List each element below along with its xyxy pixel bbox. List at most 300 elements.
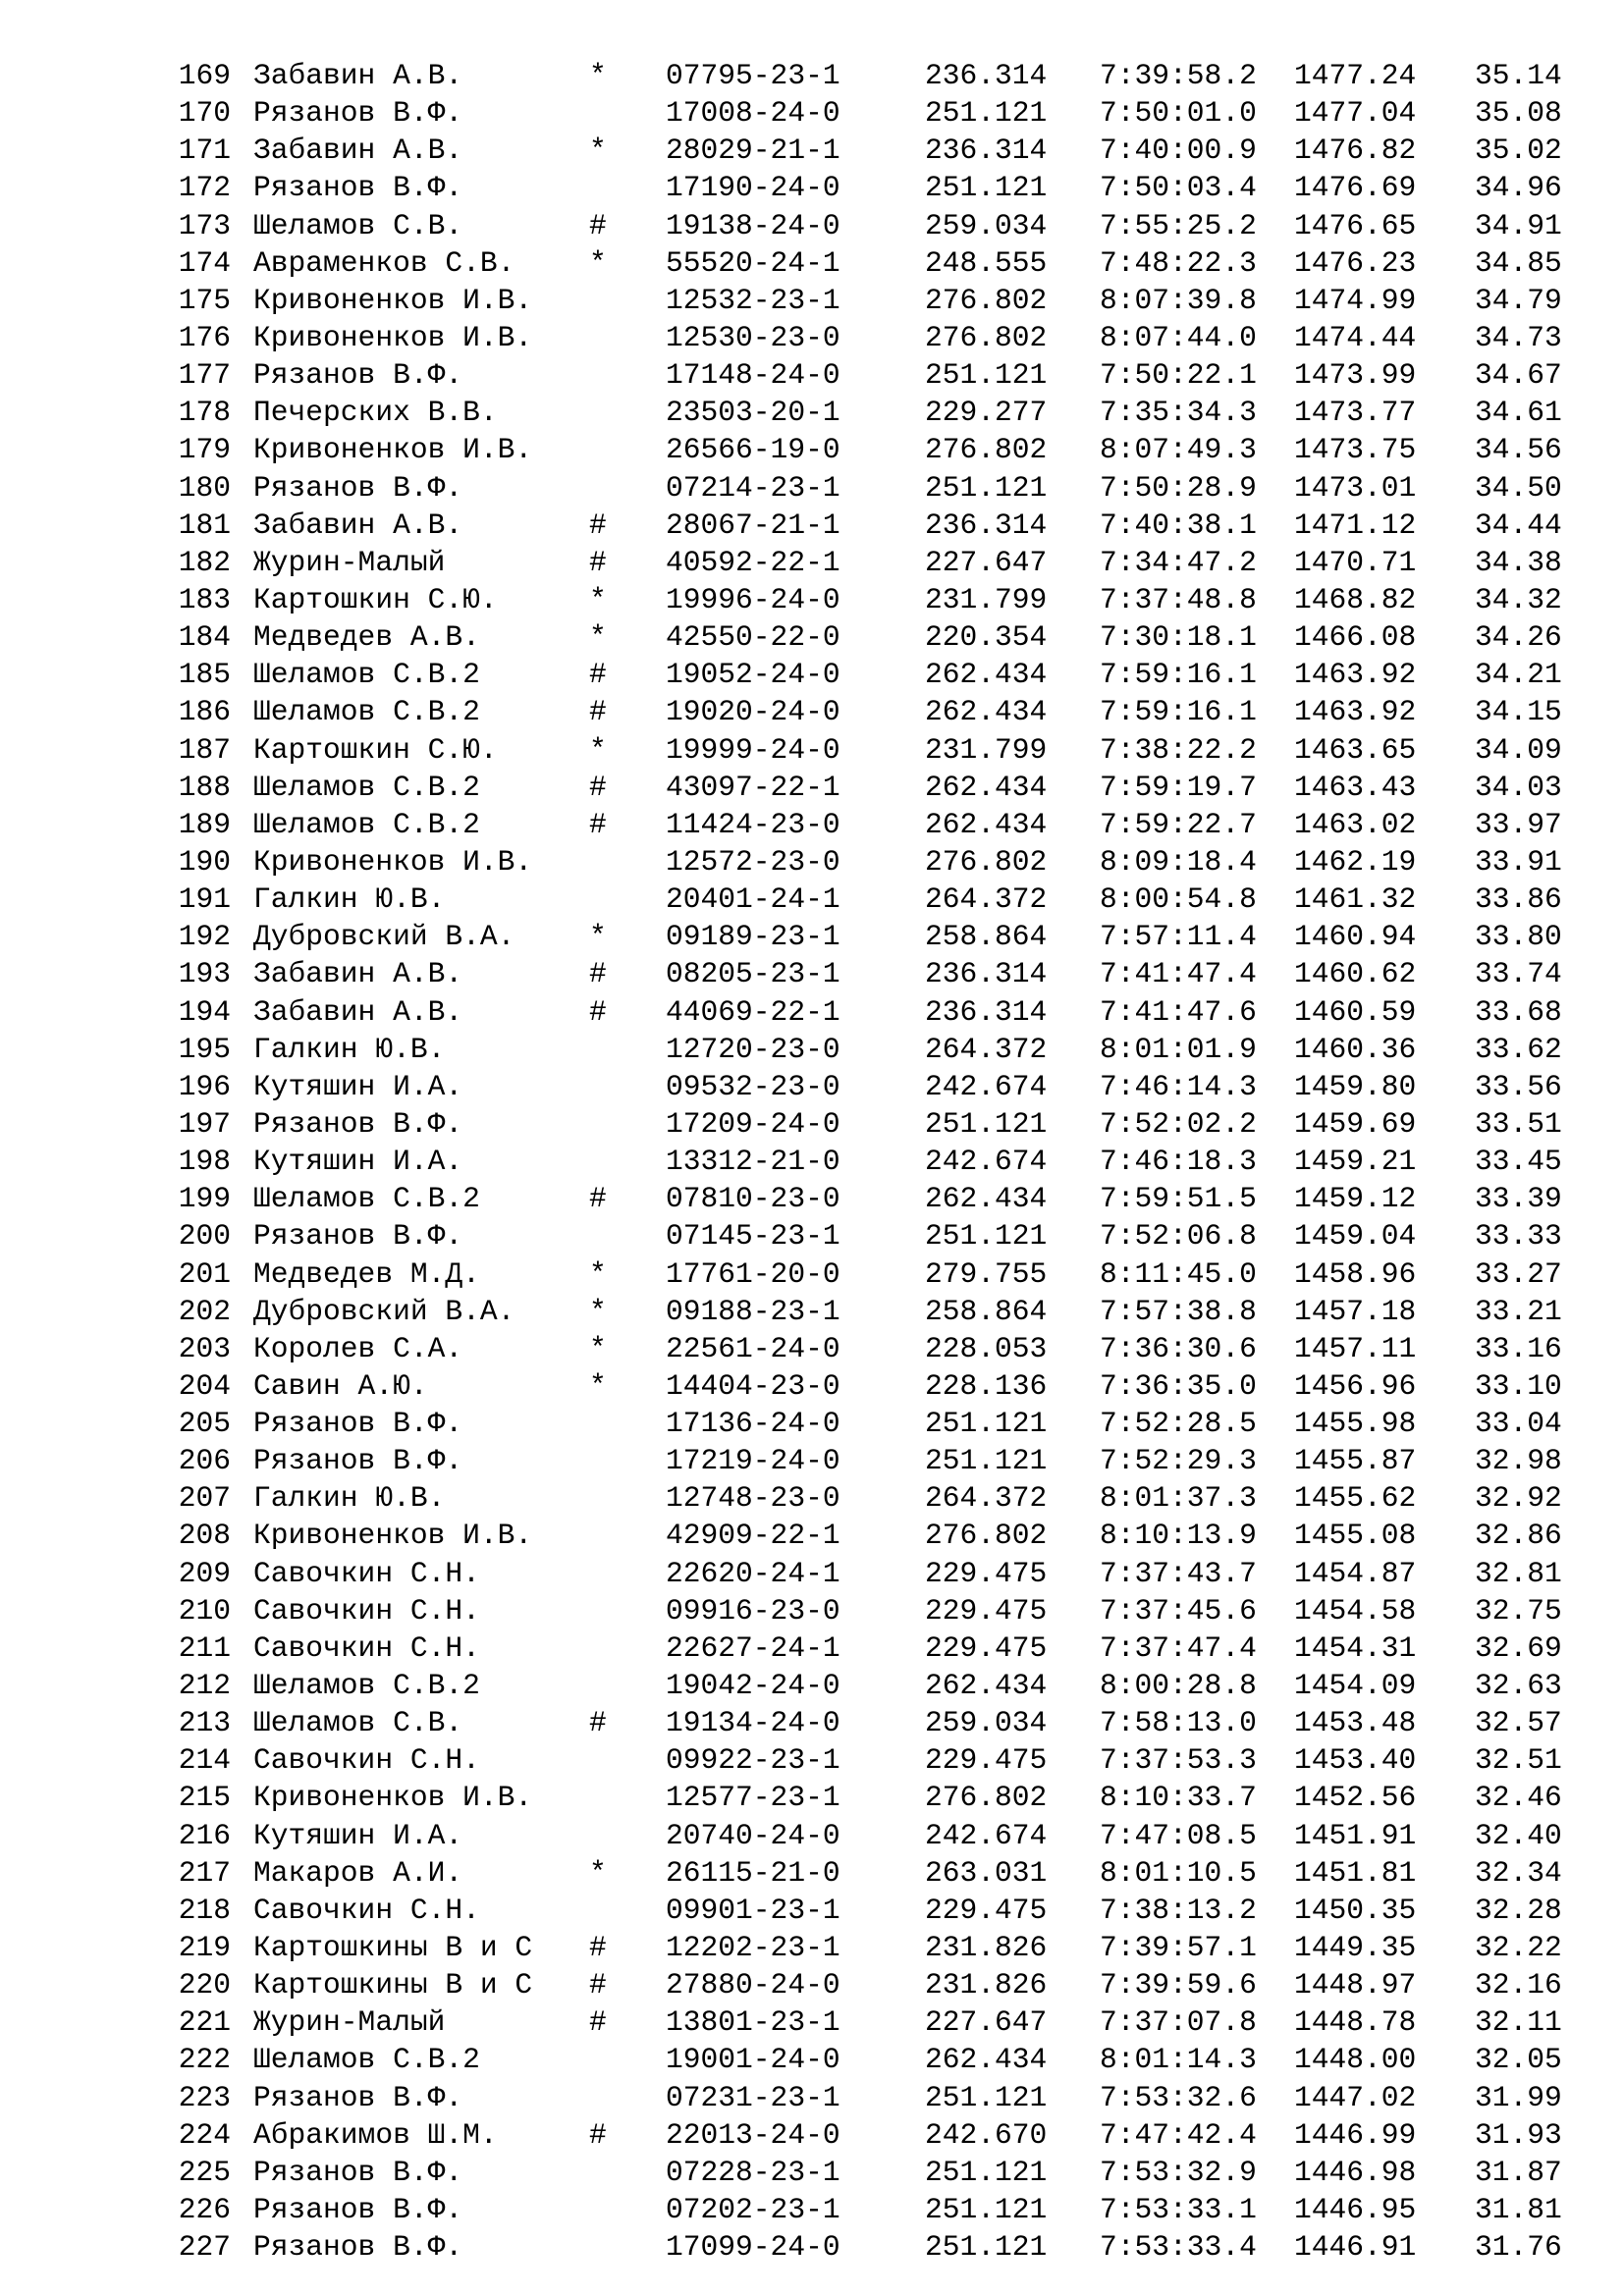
- speed-cell: 1451.91: [1294, 1818, 1417, 1852]
- rank-cell: 213: [178, 1706, 231, 1740]
- rank-cell: 187: [178, 732, 231, 767]
- rank-cell: 208: [178, 1519, 231, 1553]
- name-cell: Печерских В.В.: [253, 396, 498, 430]
- speed-cell: 1457.11: [1294, 1331, 1417, 1365]
- distance-cell: 220.354: [925, 620, 1048, 655]
- speed-cell: 1449.35: [1294, 1931, 1417, 1965]
- rank-cell: 215: [178, 1781, 231, 1815]
- distance-cell: 231.826: [925, 1968, 1048, 2002]
- time-cell: 7:40:00.9: [1100, 133, 1257, 168]
- points-cell: 31.99: [1475, 2080, 1562, 2114]
- speed-cell: 1476.65: [1294, 208, 1417, 242]
- ring-cell: 19020-24-0: [666, 695, 840, 729]
- time-cell: 7:37:07.8: [1100, 2005, 1257, 2040]
- rank-cell: 182: [178, 545, 231, 579]
- mark-cell: #: [589, 658, 607, 692]
- rank-cell: 195: [178, 1032, 231, 1066]
- speed-cell: 1473.77: [1294, 396, 1417, 430]
- points-cell: 34.26: [1475, 620, 1562, 655]
- points-cell: 32.57: [1475, 1706, 1562, 1740]
- name-cell: Кривоненков И.В.: [253, 1519, 533, 1553]
- points-cell: 34.85: [1475, 245, 1562, 280]
- distance-cell: 242.674: [925, 1069, 1048, 1103]
- name-cell: Савочкин С.Н.: [253, 1593, 480, 1628]
- mark-cell: #: [589, 1182, 607, 1216]
- name-cell: Шеламов С.В.2: [253, 807, 480, 841]
- speed-cell: 1476.23: [1294, 245, 1417, 280]
- speed-cell: 1452.56: [1294, 1781, 1417, 1815]
- rank-cell: 198: [178, 1145, 231, 1179]
- points-cell: 32.63: [1475, 1669, 1562, 1703]
- mark-cell: *: [589, 1294, 607, 1328]
- name-cell: Кутяшин И.А.: [253, 1818, 463, 1852]
- mark-cell: *: [589, 59, 607, 92]
- time-cell: 8:07:44.0: [1100, 320, 1257, 354]
- name-cell: Картошкины В и С: [253, 1968, 533, 2002]
- distance-cell: 236.314: [925, 507, 1048, 542]
- name-cell: Журин-Малый: [253, 2005, 446, 2040]
- ring-cell: 07810-23-0: [666, 1182, 840, 1216]
- rank-cell: 216: [178, 1818, 231, 1852]
- ring-cell: 17099-24-0: [666, 2230, 840, 2265]
- mark-cell: *: [589, 1256, 607, 1291]
- ring-cell: 12202-23-1: [666, 1931, 840, 1965]
- distance-cell: 236.314: [925, 133, 1048, 168]
- points-cell: 31.93: [1475, 2117, 1562, 2152]
- time-cell: 8:01:01.9: [1100, 1032, 1257, 1066]
- speed-cell: 1460.62: [1294, 957, 1417, 991]
- speed-cell: 1459.12: [1294, 1182, 1417, 1216]
- speed-cell: 1459.69: [1294, 1106, 1417, 1141]
- points-cell: 34.96: [1475, 171, 1562, 205]
- distance-cell: 276.802: [925, 1781, 1048, 1815]
- rank-cell: 181: [178, 507, 231, 542]
- ring-cell: 09916-23-0: [666, 1593, 840, 1628]
- time-cell: 7:35:34.3: [1100, 396, 1257, 430]
- speed-cell: 1463.65: [1294, 732, 1417, 767]
- distance-cell: 231.799: [925, 582, 1048, 616]
- name-cell: Дубровский В.А.: [253, 920, 515, 954]
- name-cell: Кутяшин И.А.: [253, 1145, 463, 1179]
- mark-cell: #: [589, 545, 607, 579]
- speed-cell: 1450.35: [1294, 1893, 1417, 1927]
- speed-cell: 1463.92: [1294, 695, 1417, 729]
- speed-cell: 1477.24: [1294, 59, 1417, 92]
- points-cell: 32.86: [1475, 1519, 1562, 1553]
- rank-cell: 189: [178, 807, 231, 841]
- points-cell: 33.21: [1475, 1294, 1562, 1328]
- ring-cell: 12572-23-0: [666, 844, 840, 879]
- name-cell: Королев С.А.: [253, 1331, 463, 1365]
- mark-cell: #: [589, 994, 607, 1029]
- ring-cell: 17219-24-0: [666, 1444, 840, 1478]
- rank-cell: 180: [178, 470, 231, 505]
- name-cell: Забавин А.В.: [253, 507, 463, 542]
- distance-cell: 259.034: [925, 208, 1048, 242]
- points-cell: 31.87: [1475, 2155, 1562, 2189]
- ring-cell: 19052-24-0: [666, 658, 840, 692]
- distance-cell: 262.434: [925, 658, 1048, 692]
- rank-cell: 191: [178, 882, 231, 917]
- rank-cell: 217: [178, 1855, 231, 1890]
- time-cell: 7:58:13.0: [1100, 1706, 1257, 1740]
- points-cell: 34.09: [1475, 732, 1562, 767]
- distance-cell: 259.034: [925, 1706, 1048, 1740]
- speed-cell: 1454.58: [1294, 1593, 1417, 1628]
- rank-cell: 207: [178, 1481, 231, 1516]
- distance-cell: 262.434: [925, 1182, 1048, 1216]
- distance-cell: 236.314: [925, 59, 1048, 92]
- speed-cell: 1477.04: [1294, 96, 1417, 131]
- time-cell: 7:46:18.3: [1100, 1145, 1257, 1179]
- name-cell: Рязанов В.Ф.: [253, 1444, 463, 1478]
- speed-cell: 1453.48: [1294, 1706, 1417, 1740]
- name-cell: Забавин А.В.: [253, 59, 463, 92]
- name-cell: Савин А.Ю.: [253, 1368, 428, 1403]
- points-cell: 32.11: [1475, 2005, 1562, 2040]
- rank-cell: 193: [178, 957, 231, 991]
- speed-cell: 1454.87: [1294, 1556, 1417, 1590]
- distance-cell: 251.121: [925, 1106, 1048, 1141]
- rank-cell: 169: [178, 59, 231, 92]
- points-cell: 32.40: [1475, 1818, 1562, 1852]
- name-cell: Шеламов С.В.2: [253, 1182, 480, 1216]
- name-cell: Шеламов С.В.: [253, 208, 463, 242]
- rank-cell: 177: [178, 358, 231, 393]
- points-cell: 33.74: [1475, 957, 1562, 991]
- time-cell: 8:01:37.3: [1100, 1481, 1257, 1516]
- speed-cell: 1455.08: [1294, 1519, 1417, 1553]
- speed-cell: 1468.82: [1294, 582, 1417, 616]
- ring-cell: 13801-23-1: [666, 2005, 840, 2040]
- points-cell: 32.92: [1475, 1481, 1562, 1516]
- speed-cell: 1451.81: [1294, 1855, 1417, 1890]
- speed-cell: 1446.98: [1294, 2155, 1417, 2189]
- distance-cell: 251.121: [925, 2230, 1048, 2265]
- ring-cell: 17761-20-0: [666, 1256, 840, 1291]
- points-cell: 33.04: [1475, 1407, 1562, 1441]
- name-cell: Журин-Малый: [253, 545, 446, 579]
- time-cell: 7:47:42.4: [1100, 2117, 1257, 2152]
- ring-cell: 14404-23-0: [666, 1368, 840, 1403]
- points-cell: 35.14: [1475, 59, 1562, 92]
- rank-cell: 209: [178, 1556, 231, 1590]
- distance-cell: 262.434: [925, 807, 1048, 841]
- time-cell: 7:38:22.2: [1100, 732, 1257, 767]
- speed-cell: 1448.78: [1294, 2005, 1417, 2040]
- time-cell: 7:52:29.3: [1100, 1444, 1257, 1478]
- ring-cell: 19999-24-0: [666, 732, 840, 767]
- name-cell: Шеламов С.В.: [253, 1706, 463, 1740]
- name-cell: Кривоненков И.В.: [253, 283, 533, 317]
- distance-cell: 258.864: [925, 920, 1048, 954]
- name-cell: Авраменков С.В.: [253, 245, 515, 280]
- distance-cell: 251.121: [925, 470, 1048, 505]
- ring-cell: 27880-24-0: [666, 1968, 840, 2002]
- time-cell: 8:07:39.8: [1100, 283, 1257, 317]
- ring-cell: 22013-24-0: [666, 2117, 840, 2152]
- mark-cell: #: [589, 1931, 607, 1965]
- ring-cell: 09188-23-1: [666, 1294, 840, 1328]
- distance-cell: 276.802: [925, 283, 1048, 317]
- points-cell: 34.03: [1475, 770, 1562, 804]
- rank-cell: 211: [178, 1630, 231, 1665]
- time-cell: 8:09:18.4: [1100, 844, 1257, 879]
- ring-cell: 07214-23-1: [666, 470, 840, 505]
- rank-cell: 199: [178, 1182, 231, 1216]
- ring-cell: 22561-24-0: [666, 1331, 840, 1365]
- time-cell: 7:37:47.4: [1100, 1630, 1257, 1665]
- name-cell: Галкин Ю.В.: [253, 882, 446, 917]
- speed-cell: 1455.98: [1294, 1407, 1417, 1441]
- points-cell: 33.97: [1475, 807, 1562, 841]
- name-cell: Рязанов В.Ф.: [253, 2193, 463, 2227]
- ring-cell: 19996-24-0: [666, 582, 840, 616]
- distance-cell: 276.802: [925, 433, 1048, 467]
- name-cell: Савочкин С.Н.: [253, 1556, 480, 1590]
- rank-cell: 204: [178, 1368, 231, 1403]
- distance-cell: 262.434: [925, 770, 1048, 804]
- distance-cell: 251.121: [925, 2155, 1048, 2189]
- time-cell: 7:37:43.7: [1100, 1556, 1257, 1590]
- speed-cell: 1446.95: [1294, 2193, 1417, 2227]
- name-cell: Рязанов В.Ф.: [253, 358, 463, 393]
- ring-cell: 26566-19-0: [666, 433, 840, 467]
- time-cell: 7:53:33.4: [1100, 2230, 1257, 2265]
- points-cell: 32.16: [1475, 1968, 1562, 2002]
- speed-cell: 1455.62: [1294, 1481, 1417, 1516]
- time-cell: 7:40:38.1: [1100, 507, 1257, 542]
- rank-cell: 178: [178, 396, 231, 430]
- time-cell: 7:41:47.6: [1100, 994, 1257, 1029]
- mark-cell: #: [589, 695, 607, 729]
- name-cell: Рязанов В.Ф.: [253, 1219, 463, 1254]
- points-cell: 33.68: [1475, 994, 1562, 1029]
- rank-cell: 179: [178, 433, 231, 467]
- speed-cell: 1459.80: [1294, 1069, 1417, 1103]
- distance-cell: 231.799: [925, 732, 1048, 767]
- time-cell: 7:59:51.5: [1100, 1182, 1257, 1216]
- distance-cell: 227.647: [925, 2005, 1048, 2040]
- rank-cell: 219: [178, 1931, 231, 1965]
- mark-cell: #: [589, 2005, 607, 2040]
- rank-cell: 224: [178, 2117, 231, 2152]
- mark-cell: #: [589, 1968, 607, 2002]
- time-cell: 8:01:10.5: [1100, 1855, 1257, 1890]
- rank-cell: 205: [178, 1407, 231, 1441]
- time-cell: 7:37:45.6: [1100, 1593, 1257, 1628]
- points-cell: 32.75: [1475, 1593, 1562, 1628]
- name-cell: Савочкин С.Н.: [253, 1630, 480, 1665]
- speed-cell: 1456.96: [1294, 1368, 1417, 1403]
- rank-cell: 173: [178, 208, 231, 242]
- ring-cell: 19138-24-0: [666, 208, 840, 242]
- points-cell: 32.05: [1475, 2043, 1562, 2077]
- ring-cell: 17136-24-0: [666, 1407, 840, 1441]
- points-cell: 33.80: [1475, 920, 1562, 954]
- name-cell: Рязанов В.Ф.: [253, 2230, 463, 2265]
- rank-cell: 206: [178, 1444, 231, 1478]
- points-cell: 35.02: [1475, 133, 1562, 168]
- points-cell: 32.51: [1475, 1743, 1562, 1778]
- time-cell: 7:37:53.3: [1100, 1743, 1257, 1778]
- name-cell: Рязанов В.Ф.: [253, 1106, 463, 1141]
- points-cell: 33.56: [1475, 1069, 1562, 1103]
- time-cell: 8:00:54.8: [1100, 882, 1257, 917]
- time-cell: 7:52:06.8: [1100, 1219, 1257, 1254]
- time-cell: 8:11:45.0: [1100, 1256, 1257, 1291]
- speed-cell: 1460.36: [1294, 1032, 1417, 1066]
- points-cell: 33.51: [1475, 1106, 1562, 1141]
- distance-cell: 263.031: [925, 1855, 1048, 1890]
- time-cell: 7:50:22.1: [1100, 358, 1257, 393]
- speed-cell: 1463.02: [1294, 807, 1417, 841]
- name-cell: Картошкин С.Ю.: [253, 582, 498, 616]
- ring-cell: 09189-23-1: [666, 920, 840, 954]
- distance-cell: 262.434: [925, 695, 1048, 729]
- rank-cell: 184: [178, 620, 231, 655]
- rank-cell: 192: [178, 920, 231, 954]
- points-cell: 34.32: [1475, 582, 1562, 616]
- speed-cell: 1458.96: [1294, 1256, 1417, 1291]
- name-cell: Шеламов С.В.2: [253, 2043, 480, 2077]
- time-cell: 7:36:35.0: [1100, 1368, 1257, 1403]
- ring-cell: 12748-23-0: [666, 1481, 840, 1516]
- time-cell: 7:52:28.5: [1100, 1407, 1257, 1441]
- mark-cell: *: [589, 133, 607, 168]
- points-cell: 32.98: [1475, 1444, 1562, 1478]
- points-cell: 34.21: [1475, 658, 1562, 692]
- distance-cell: 279.755: [925, 1256, 1048, 1291]
- mark-cell: *: [589, 620, 607, 655]
- time-cell: 8:01:14.3: [1100, 2043, 1257, 2077]
- rank-cell: 200: [178, 1219, 231, 1254]
- time-cell: 7:52:02.2: [1100, 1106, 1257, 1141]
- points-cell: 33.27: [1475, 1256, 1562, 1291]
- name-cell: Картошкины В и С: [253, 1931, 533, 1965]
- mark-cell: #: [589, 770, 607, 804]
- time-cell: 7:59:16.1: [1100, 695, 1257, 729]
- mark-cell: #: [589, 807, 607, 841]
- time-cell: 7:53:32.6: [1100, 2080, 1257, 2114]
- name-cell: Забавин А.В.: [253, 994, 463, 1029]
- speed-cell: 1473.01: [1294, 470, 1417, 505]
- rank-cell: 221: [178, 2005, 231, 2040]
- ring-cell: 17008-24-0: [666, 96, 840, 131]
- distance-cell: 262.434: [925, 2043, 1048, 2077]
- name-cell: Кривоненков И.В.: [253, 1781, 533, 1815]
- points-cell: 32.22: [1475, 1931, 1562, 1965]
- speed-cell: 1446.99: [1294, 2117, 1417, 2152]
- points-cell: 33.45: [1475, 1145, 1562, 1179]
- mark-cell: *: [589, 245, 607, 280]
- name-cell: Рязанов В.Ф.: [253, 1407, 463, 1441]
- ring-cell: 19001-24-0: [666, 2043, 840, 2077]
- speed-cell: 1457.18: [1294, 1294, 1417, 1328]
- distance-cell: 251.121: [925, 358, 1048, 393]
- time-cell: 7:59:22.7: [1100, 807, 1257, 841]
- distance-cell: 264.372: [925, 882, 1048, 917]
- speed-cell: 1473.99: [1294, 358, 1417, 393]
- distance-cell: 276.802: [925, 1519, 1048, 1553]
- ring-cell: 07231-23-1: [666, 2080, 840, 2114]
- ring-cell: 22620-24-1: [666, 1556, 840, 1590]
- points-cell: 33.91: [1475, 844, 1562, 879]
- ring-cell: 20401-24-1: [666, 882, 840, 917]
- rank-cell: 188: [178, 770, 231, 804]
- name-cell: Дубровский В.А.: [253, 1294, 515, 1328]
- time-cell: 7:39:57.1: [1100, 1931, 1257, 1965]
- name-cell: Галкин Ю.В.: [253, 1032, 446, 1066]
- speed-cell: 1474.99: [1294, 283, 1417, 317]
- time-cell: 7:39:59.6: [1100, 1968, 1257, 2002]
- name-cell: Галкин Ю.В.: [253, 1481, 446, 1516]
- mark-cell: *: [589, 1331, 607, 1365]
- name-cell: Кривоненков И.В.: [253, 844, 533, 879]
- speed-cell: 1462.19: [1294, 844, 1417, 879]
- time-cell: 7:50:01.0: [1100, 96, 1257, 131]
- ring-cell: 12530-23-0: [666, 320, 840, 354]
- points-cell: 33.16: [1475, 1331, 1562, 1365]
- ring-cell: 22627-24-1: [666, 1630, 840, 1665]
- ring-cell: 07228-23-1: [666, 2155, 840, 2189]
- points-cell: 34.56: [1475, 433, 1562, 467]
- speed-cell: 1460.94: [1294, 920, 1417, 954]
- points-cell: 33.86: [1475, 882, 1562, 917]
- time-cell: 8:10:13.9: [1100, 1519, 1257, 1553]
- points-cell: 33.39: [1475, 1182, 1562, 1216]
- ring-cell: 26115-21-0: [666, 1855, 840, 1890]
- distance-cell: 229.475: [925, 1630, 1048, 1665]
- mark-cell: #: [589, 957, 607, 991]
- rank-cell: 174: [178, 245, 231, 280]
- name-cell: Рязанов В.Ф.: [253, 2080, 463, 2114]
- rank-cell: 202: [178, 1294, 231, 1328]
- time-cell: 7:30:18.1: [1100, 620, 1257, 655]
- distance-cell: 251.121: [925, 1219, 1048, 1254]
- ring-cell: 12720-23-0: [666, 1032, 840, 1066]
- distance-cell: 262.434: [925, 1669, 1048, 1703]
- time-cell: 8:07:49.3: [1100, 433, 1257, 467]
- rank-cell: 214: [178, 1743, 231, 1778]
- name-cell: Картошкин С.Ю.: [253, 732, 498, 767]
- rank-cell: 194: [178, 994, 231, 1029]
- distance-cell: 229.475: [925, 1593, 1048, 1628]
- name-cell: Шеламов С.В.2: [253, 1669, 480, 1703]
- points-cell: 34.50: [1475, 470, 1562, 505]
- distance-cell: 236.314: [925, 994, 1048, 1029]
- ring-cell: 07795-23-1: [666, 59, 840, 92]
- ring-cell: 09922-23-1: [666, 1743, 840, 1778]
- distance-cell: 251.121: [925, 1407, 1048, 1441]
- ring-cell: 19134-24-0: [666, 1706, 840, 1740]
- ring-cell: 20740-24-0: [666, 1818, 840, 1852]
- speed-cell: 1454.31: [1294, 1630, 1417, 1665]
- points-cell: 34.44: [1475, 507, 1562, 542]
- distance-cell: 242.674: [925, 1145, 1048, 1179]
- distance-cell: 228.136: [925, 1368, 1048, 1403]
- points-cell: 32.34: [1475, 1855, 1562, 1890]
- ring-cell: 17190-24-0: [666, 171, 840, 205]
- rank-cell: 197: [178, 1106, 231, 1141]
- speed-cell: 1463.92: [1294, 658, 1417, 692]
- rank-cell: 210: [178, 1593, 231, 1628]
- time-cell: 7:37:48.8: [1100, 582, 1257, 616]
- ring-cell: 42550-22-0: [666, 620, 840, 655]
- ring-cell: 09532-23-0: [666, 1069, 840, 1103]
- ring-cell: 19042-24-0: [666, 1669, 840, 1703]
- mark-cell: *: [589, 1855, 607, 1890]
